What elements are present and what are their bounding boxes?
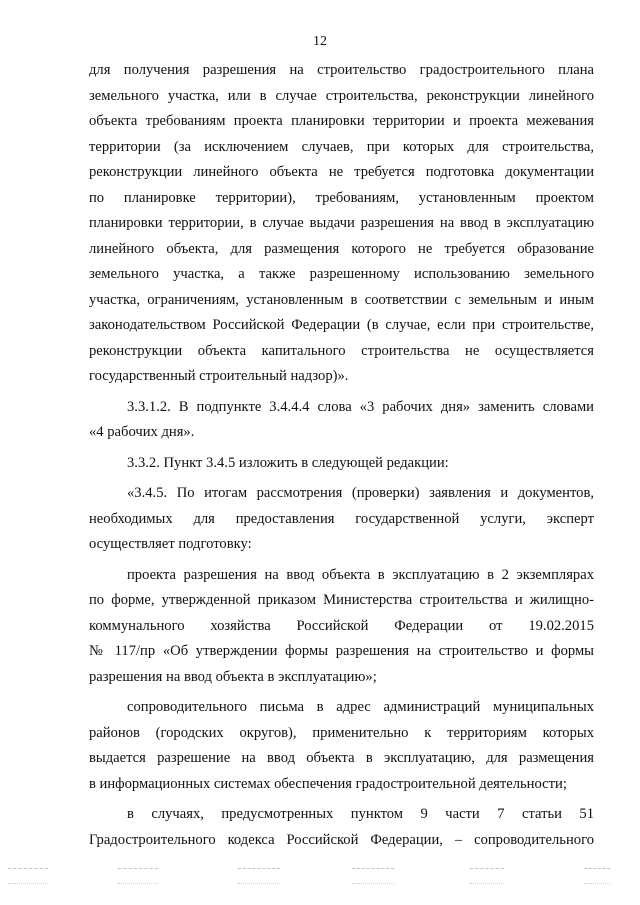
text-line: линейного объекта, для размещения которого не требуется образование xyxy=(89,240,594,257)
scan-artifacts xyxy=(0,868,640,892)
text-line: разрешения на ввод объекта в эксплуатацию»; xyxy=(89,668,377,685)
text-line: участка, ограничениям, установленным в соответствии с земельным и иным xyxy=(89,291,594,308)
text-line: реконструкции объекта капитального строительства не осуществляется xyxy=(89,342,594,359)
scan-mark xyxy=(584,868,610,884)
text-line: 3.3.2. Пункт 3.4.5 изложить в следующей редакции: xyxy=(127,454,449,471)
text-line: по форме, утвержденной приказом Министерства строительства и жилищно- xyxy=(89,592,594,608)
text-line: необходимых для предоставления государственной услуги, эксперт xyxy=(89,510,594,527)
document-body xyxy=(89,58,594,853)
text-line: в случаях, предусмотренных пунктом 9 части 7 статьи 51 xyxy=(127,806,594,822)
text-line: 3.3.1.2. В подпункте 3.4.4.4 слова «3 рабочих дня» заменить словами xyxy=(127,398,594,415)
paragraph-3-3-2 xyxy=(89,451,594,477)
text-line: осуществляет подготовку: xyxy=(89,536,252,552)
text-line: выдается разрешение на ввод объекта в эксплуатацию, для размещения xyxy=(89,750,594,766)
page-number: 12 xyxy=(313,34,327,49)
text-line: проекта разрешения на ввод объекта в эксплуатацию в 2 экземплярах xyxy=(127,566,594,583)
text-line: коммунального хозяйства Российской Федерации от 19.02.2015 xyxy=(89,617,594,634)
text-line: государственный строительный надзор)». xyxy=(89,368,349,384)
paragraph-cases xyxy=(89,802,594,853)
text-line: территории (за исключением случаев, при которых для строительства, xyxy=(89,138,594,155)
text-line: земельного участка, а также разрешенному использованию земельного xyxy=(89,266,594,282)
scan-mark xyxy=(118,868,158,884)
text-line: сопроводительного письма в адрес администраций муниципальных xyxy=(127,699,594,715)
text-line: для получения разрешения на строительство градостроительного плана xyxy=(89,62,594,78)
paragraph-continuation xyxy=(89,58,594,390)
text-line: планировки территории, в случае выдачи разрешения на ввод в эксплуатацию xyxy=(89,215,594,231)
text-line: законодательством Российской Федерации (в случае, если при строительстве, xyxy=(89,317,594,333)
text-line: объекта требованиям проекта планировки территории и проекта межевания xyxy=(89,113,594,129)
scan-mark xyxy=(352,868,394,884)
scan-mark xyxy=(8,868,48,884)
paragraph-project-permit xyxy=(89,563,594,691)
text-line: № 117/пр «Об утверждении формы разрешения на строительство и формы xyxy=(89,643,594,659)
text-line: земельного участка, или в случае строительства, реконструкции линейного xyxy=(89,87,594,104)
text-line: «3.4.5. По итогам рассмотрения (проверки) заявления и документов, xyxy=(127,485,594,501)
text-line: «4 рабочих дня». xyxy=(89,424,195,440)
text-line: районов (городских округов), применительно к территориям которых xyxy=(89,724,594,741)
scan-mark xyxy=(470,868,504,884)
paragraph-3-3-1-2 xyxy=(89,395,594,446)
text-line: по планировке территории), требованиям, установленным проектом xyxy=(89,189,594,206)
paragraph-cover-letter xyxy=(89,695,594,797)
scan-mark xyxy=(238,868,280,884)
text-line: реконструкции линейного объекта не требуется подготовка документации xyxy=(89,164,594,180)
paragraph-3-4-5 xyxy=(89,481,594,558)
text-line: в информационных системах обеспечения градостроительной деятельности; xyxy=(89,775,567,792)
text-line: Градостроительного кодекса Российской Федерации, – сопроводительного xyxy=(89,831,594,848)
